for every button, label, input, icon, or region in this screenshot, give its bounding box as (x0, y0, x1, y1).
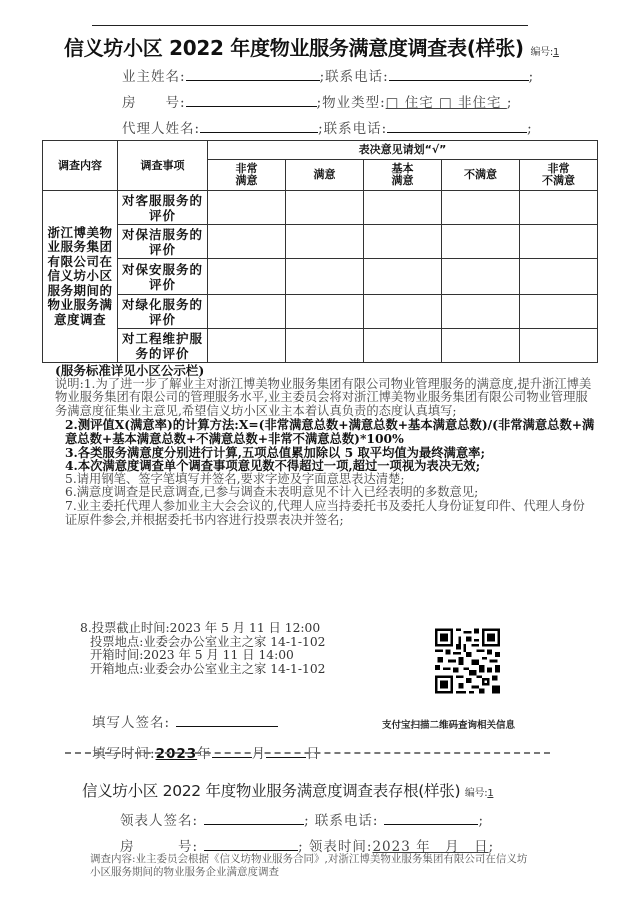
owner-name-label: 业主姓名: (122, 69, 186, 85)
item-cell: 对保洁服务的评价 (118, 225, 208, 259)
header-vote: 表决意见请划“√” (208, 141, 598, 160)
stub-phone-label: ; 联系电话: (304, 813, 379, 829)
agent-name-field[interactable] (200, 120, 318, 133)
stub-phone-field[interactable] (384, 812, 478, 825)
table-row (43, 259, 598, 295)
property-type-label: ;物业类型: (316, 95, 386, 111)
semicolon: ; (527, 121, 533, 137)
check-cell[interactable] (364, 295, 442, 329)
service-standard-note: (服务标准详见小区公示栏) (55, 363, 205, 378)
phone-label: ;联系电话: (319, 69, 389, 85)
check-cell[interactable] (442, 329, 520, 363)
cut-line (65, 752, 550, 754)
header-very-dissatisfied-text: 非常 不满意 (542, 162, 575, 187)
table-row (43, 225, 598, 259)
stub-time-value[interactable]: 2023 年 月 日 (372, 839, 489, 855)
note-2: 2.测评值X(满意率)的计算方法:X=(非常满意总数+满意总数+基本满意总数)/(非常满意总数+满意总数+基本满意总数+不满意总数+非常不满意总数)*100% (65, 417, 595, 446)
stub-time-label: ; 领表时间: (298, 839, 373, 855)
qr-code-icon (435, 625, 500, 697)
serial-value: 1 (552, 47, 559, 58)
item-cell: 对保安服务的评价 (118, 259, 208, 295)
header-satisfied: 满意 (286, 160, 364, 191)
header-basic-satisfied (364, 160, 442, 191)
header-very-satisfied (208, 160, 286, 191)
open-time: 开箱时间:2023 年 5 月 11 日 14:00 (90, 648, 294, 662)
stub-serial (465, 788, 494, 799)
check-cell[interactable] (520, 225, 598, 259)
agent-phone-label: ;联系电话: (318, 121, 388, 137)
room-row (122, 91, 512, 111)
semicolon: ; (506, 95, 513, 111)
signer-label: 填写人签名: (92, 715, 171, 731)
check-cell[interactable] (286, 191, 364, 225)
check-cell[interactable] (520, 259, 598, 295)
year-value[interactable]: 2023 (155, 746, 198, 762)
stub-serial-value: 1 (487, 788, 494, 799)
note-6: 6.满意度调查是民意调查,已参与调查未表明意见不计入已经表明的多数意见; (65, 485, 479, 500)
check-cell[interactable] (208, 329, 286, 363)
note-3: 3.各类服务满意度分别进行计算,五项总值累加除以 5 取平均值为最终满意率; (65, 444, 485, 460)
top-rule (92, 25, 528, 26)
table-row (43, 191, 598, 225)
note-1: 说明:1.为了进一步了解业主对浙江博美物业服务集团有限公司物业管理服务的满意度,提升浙江博美物业服务集团有限公司的管理服务水平,业主委员会将对浙江博美物业服务集团有限公司物业管理服务满意度征集业主意见,希望信义坊小区业主本着认真负责的态度认真填写; (55, 376, 592, 418)
agent-name-label: 代理人姓名: (122, 121, 201, 137)
month-unit: 月 (251, 746, 267, 762)
header-basic-satisfied-text: 基本 满意 (391, 162, 414, 187)
survey-table (42, 140, 598, 363)
stub-room-field[interactable] (204, 838, 298, 851)
check-cell[interactable] (364, 225, 442, 259)
check-cell[interactable] (208, 259, 286, 295)
owner-name-field[interactable] (186, 68, 320, 81)
vote-info (80, 622, 325, 676)
check-cell[interactable] (520, 295, 598, 329)
check-cell[interactable] (364, 329, 442, 363)
check-cell[interactable] (364, 191, 442, 225)
check-cell[interactable] (208, 225, 286, 259)
stub-room-label: 房 号: (120, 839, 199, 855)
property-type-checkboxes[interactable]: □ 住宅 □ 非住宅 (385, 95, 507, 111)
check-cell[interactable] (442, 259, 520, 295)
semicolon: ; (488, 839, 495, 855)
check-cell[interactable] (442, 191, 520, 225)
notes-section (55, 364, 595, 527)
agent-row (122, 117, 533, 137)
header-very-satisfied-text: 非常 满意 (235, 162, 258, 187)
stub-room-row (120, 835, 494, 855)
check-cell[interactable] (286, 295, 364, 329)
check-cell[interactable] (520, 191, 598, 225)
receiver-field[interactable] (204, 812, 304, 825)
header-very-dissatisfied (520, 160, 598, 191)
header-dissatisfied: 不满意 (442, 160, 520, 191)
stub-title-text: 信义坊小区 2022 年度物业服务满意度调查表存根(样张) (82, 782, 461, 800)
serial-number (530, 47, 559, 58)
check-cell[interactable] (520, 329, 598, 363)
semicolon: ; (478, 813, 485, 829)
header-content: 调查内容 (43, 141, 118, 191)
check-cell[interactable] (286, 225, 364, 259)
vote-deadline: 8.投票截止时间:2023 年 5 月 11 日 12:00 (80, 621, 321, 635)
vote-location: 投票地点:业委会办公室业主之家 14-1-102 (90, 634, 326, 649)
note-4: 4.本次满意度调查单个调查事项意见数不得超过一项,超过一项视为表决无效; (65, 458, 481, 474)
receiver-label: 领表人签名: (120, 813, 199, 829)
semicolon: ; (528, 69, 535, 85)
note-7: 7.业主委托代理人参加业主大会会议的,代理人应当持委托书及委托人身份证复印件、代理人身份证原件参会,并根据委托书内容进行投票表决并签名; (65, 498, 585, 527)
agent-phone-field[interactable] (387, 120, 527, 133)
check-cell[interactable] (208, 191, 286, 225)
signer-field[interactable] (176, 714, 278, 727)
item-cell: 对客服服务的评价 (118, 191, 208, 225)
date-label: 填写时间: (92, 746, 156, 762)
phone-field[interactable] (389, 68, 529, 81)
day-unit: 日 (306, 746, 321, 762)
room-label: 房 号: (122, 95, 186, 111)
item-cell: 对绿化服务的评价 (118, 295, 208, 329)
stub-title (82, 779, 493, 801)
item-cell: 对工程维护服务的评价 (118, 329, 208, 363)
survey-content-cell: 浙江博美物业服务集团有限公司在信义坊小区服务期间的物业服务满意度调查 (43, 191, 118, 363)
title-text: 信义坊小区 2022 年度物业服务满意度调查表(样张) (64, 36, 524, 60)
serial-label: 编号: (530, 47, 553, 58)
page-title (64, 32, 559, 61)
stub-description: 调查内容:业主委员会根据《信义坊物业服务合同》,对浙江博美物业服务集团有限公司在信义坊小区服务期间的物业服务企业满意度调查 (90, 853, 528, 878)
check-cell[interactable] (442, 295, 520, 329)
check-cell[interactable] (442, 225, 520, 259)
signer-row (92, 711, 278, 731)
year-unit: 年 (197, 746, 212, 762)
owner-row (122, 65, 534, 85)
stub-receiver-row (120, 809, 484, 829)
table-row (43, 329, 598, 363)
table-row (43, 295, 598, 329)
room-field[interactable] (186, 94, 317, 107)
header-item: 调查事项 (118, 141, 208, 191)
check-cell[interactable] (286, 329, 364, 363)
check-cell[interactable] (286, 259, 364, 295)
check-cell[interactable] (208, 295, 286, 329)
open-location: 开箱地点:业委会办公室业主之家 14-1-102 (90, 661, 326, 676)
qr-caption: 支付宝扫描二维码查询相关信息 (382, 720, 516, 731)
note-5: 5.请用钢笔、签字笔填写并签名,要求字迹及字面意思表达清楚; (65, 471, 405, 486)
check-cell[interactable] (364, 259, 442, 295)
stub-serial-label: 编号: (464, 788, 488, 799)
